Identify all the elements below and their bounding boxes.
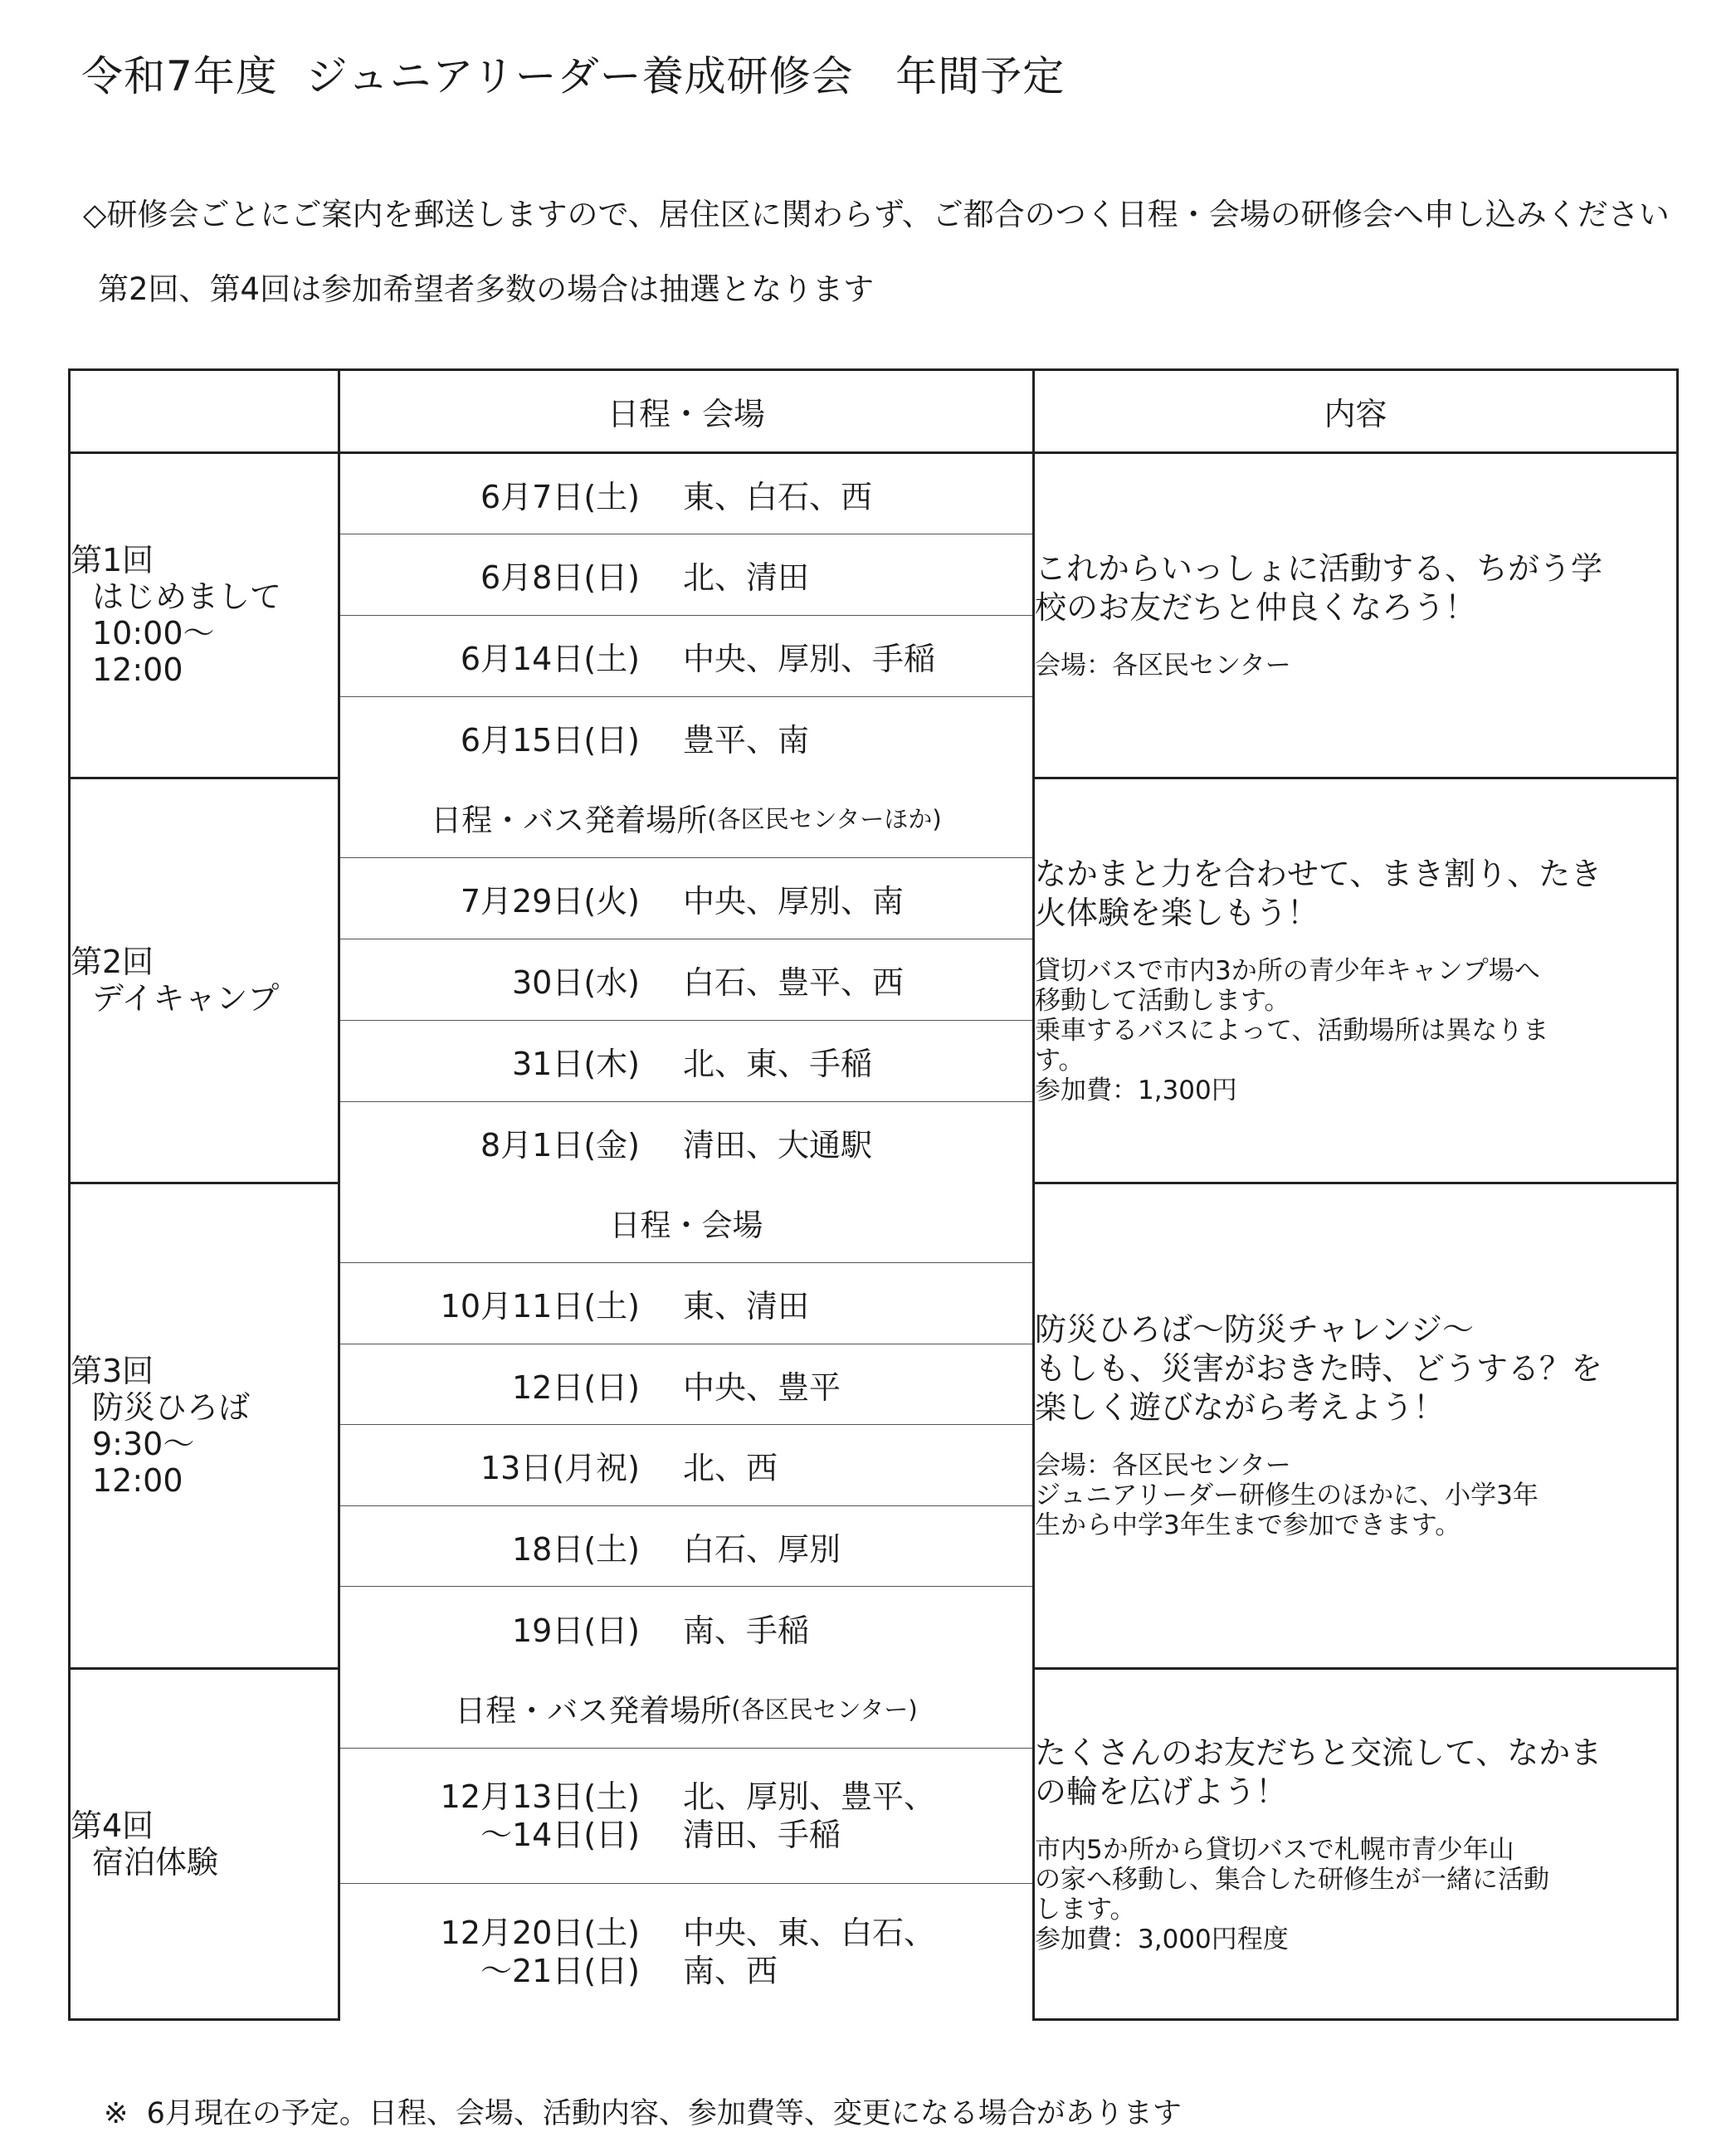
venue: 北、西 bbox=[683, 1450, 778, 1486]
desc-line: 防災ひろば〜防災チャレンジ〜 bbox=[1035, 1311, 1474, 1348]
date-row bbox=[340, 1425, 1032, 1506]
venue: 中央、厚別、手稲 bbox=[683, 641, 936, 677]
date-row bbox=[340, 1587, 1032, 1668]
session-1-content bbox=[1034, 453, 1678, 778]
venue: 白石、豊平、西 bbox=[683, 964, 905, 1001]
date-row bbox=[340, 534, 1032, 616]
date-row bbox=[340, 939, 1032, 1021]
session-2-row bbox=[70, 778, 1678, 1183]
desc-line: 校のお友だちと仲良くなろう！ bbox=[1035, 589, 1477, 627]
detail-line: 会場：各区民センター bbox=[1035, 1451, 1291, 1481]
date-row bbox=[340, 1344, 1032, 1425]
venue: 中央、厚別、南 bbox=[683, 883, 905, 920]
date: 7月29日(火) bbox=[460, 883, 640, 920]
intro-note: ◇研修会ごとにご案内を郵送しますので、居住区に関わらず、ご都合のつく日程・会場の研修会へ申し込みください bbox=[83, 197, 1670, 232]
date-start: 12月20日(土) bbox=[440, 1914, 640, 1951]
subheader-text: 日程・バス発着場所 bbox=[455, 1693, 732, 1729]
date-row bbox=[340, 616, 1032, 697]
detail-line: の家へ移動し、集合した研修生が一緒に活動 bbox=[1035, 1864, 1549, 1895]
session-3-label bbox=[70, 1183, 339, 1668]
session-4-details bbox=[1035, 1835, 1676, 1954]
date-row bbox=[340, 454, 1032, 534]
header-content: 内容 bbox=[1034, 370, 1678, 453]
session-4-description bbox=[1035, 1734, 1676, 1812]
desc-line: もしも、災害がおきた時、どうする？を bbox=[1035, 1350, 1603, 1387]
session-4-subheader bbox=[340, 1668, 1032, 1749]
venue-line: 中央、東、白石、 bbox=[683, 1914, 936, 1951]
session-2-dates bbox=[339, 778, 1034, 1183]
subheader-text: 日程・会場 bbox=[609, 1207, 763, 1243]
venue bbox=[683, 1778, 1032, 1854]
desc-line: 楽しく遊びながら考えよう！ bbox=[1035, 1389, 1446, 1426]
date: 18日(土) bbox=[511, 1530, 640, 1568]
detail-line: す。 bbox=[1035, 1046, 1085, 1076]
session-4-label bbox=[70, 1668, 339, 2019]
lottery-note: 第2回、第4回は参加希望者多数の場合は抽選となります bbox=[98, 271, 875, 307]
desc-line: の輪を広げよう！ bbox=[1035, 1773, 1288, 1810]
date: 10月11日(土) bbox=[440, 1288, 640, 1325]
detail-line: 乗車するバスによって、活動場所は異なりま bbox=[1035, 1016, 1549, 1046]
session-1-name: 第1回 bbox=[71, 542, 154, 579]
detail-line: 参加費：1,300円 bbox=[1035, 1076, 1237, 1105]
venue bbox=[683, 1914, 1032, 1990]
header-dates: 日程・会場 bbox=[339, 370, 1034, 453]
session-4-dates bbox=[339, 1668, 1034, 2019]
detail-line: 移動して活動します。 bbox=[1035, 986, 1290, 1016]
venue: 白石、厚別 bbox=[683, 1530, 841, 1568]
session-3-details bbox=[1035, 1451, 1676, 1540]
session-1-time-end: 12:00 bbox=[92, 651, 183, 689]
session-2-content bbox=[1034, 778, 1678, 1183]
date: 6月8日(日) bbox=[480, 559, 640, 596]
session-3-title: 防災ひろば bbox=[92, 1388, 251, 1426]
venue: 北、東、手稲 bbox=[683, 1046, 873, 1082]
date-row bbox=[340, 697, 1032, 778]
session-1-time-start: 10:00〜 bbox=[92, 615, 215, 652]
session-4-content bbox=[1034, 1668, 1678, 2019]
session-3-row bbox=[70, 1183, 1678, 1668]
desc-line: これからいっしょに活動する、ちがう学 bbox=[1035, 550, 1603, 588]
subheader-note: (各区民センターほか) bbox=[707, 804, 942, 833]
session-4-name: 第4回 bbox=[71, 1807, 154, 1844]
date-row bbox=[340, 1263, 1032, 1344]
session-3-time-start: 9:30〜 bbox=[92, 1425, 195, 1462]
footer-note: ※ 6月現在の予定。日程、会場、活動内容、参加費等、変更になる場合があります bbox=[104, 2097, 1182, 2130]
date-row bbox=[340, 1884, 1032, 2019]
session-2-name: 第2回 bbox=[71, 944, 154, 980]
desc-line: 火体験を楽しもう！ bbox=[1035, 895, 1319, 931]
date-start: 12月13日(土) bbox=[440, 1778, 640, 1815]
session-3-dates bbox=[339, 1183, 1034, 1668]
detail-line: 生から中学3年生まで参加できます。 bbox=[1035, 1510, 1461, 1540]
date-row bbox=[340, 1749, 1032, 1884]
session-1-dates bbox=[339, 453, 1034, 778]
schedule-table bbox=[68, 368, 1679, 2021]
date: 6月7日(土) bbox=[480, 478, 640, 515]
date-row bbox=[340, 1102, 1032, 1183]
venue: 中央、豊平 bbox=[683, 1368, 841, 1406]
page-title: 令和7年度 ジュニアリーダー養成研修会 年間予定 bbox=[81, 52, 1065, 100]
session-1-details bbox=[1035, 651, 1676, 681]
session-2-label bbox=[70, 778, 339, 1183]
date: 31日(木) bbox=[511, 1046, 640, 1082]
session-3-name: 第3回 bbox=[71, 1352, 154, 1389]
detail-line: します。 bbox=[1035, 1894, 1136, 1925]
venue: 東、白石、西 bbox=[683, 478, 873, 515]
table-header-row bbox=[70, 370, 1678, 453]
date-end: 〜14日(日) bbox=[480, 1817, 640, 1853]
venue: 清田、大通駅 bbox=[683, 1127, 873, 1164]
session-1-row bbox=[70, 453, 1678, 778]
venue-line: 南、西 bbox=[683, 1952, 778, 1989]
detail-line: 市内5か所から貸切バスで札幌市青少年山 bbox=[1035, 1834, 1514, 1865]
date: 30日(水) bbox=[511, 964, 640, 1001]
venue: 東、清田 bbox=[683, 1288, 810, 1325]
session-3-description bbox=[1035, 1310, 1676, 1427]
date-row bbox=[340, 1506, 1032, 1587]
session-3-content bbox=[1034, 1183, 1678, 1668]
date: 13日(月祝) bbox=[480, 1450, 640, 1486]
date: 6月15日(日) bbox=[460, 722, 640, 759]
date bbox=[340, 1914, 683, 1990]
date: 6月14日(土) bbox=[460, 641, 640, 677]
venue-line: 北、厚別、豊平、 bbox=[683, 1778, 936, 1815]
venue-line: 清田、手稲 bbox=[683, 1817, 841, 1853]
session-2-subheader bbox=[340, 778, 1032, 858]
session-2-title: デイキャンプ bbox=[92, 980, 280, 1017]
date-row bbox=[340, 1021, 1032, 1102]
date-end: 〜21日(日) bbox=[480, 1952, 640, 1989]
detail-line: ジュニアリーダー研修生のほかに、小学3年 bbox=[1035, 1481, 1539, 1510]
subheader-note: (各区民センター) bbox=[731, 1695, 918, 1724]
header-blank bbox=[70, 370, 339, 453]
subheader-text: 日程・バス発着場所 bbox=[431, 803, 708, 838]
detail-line: 参加費：3,000円程度 bbox=[1035, 1924, 1289, 1954]
detail-line: 貸切バスで市内3か所の青少年キャンプ場へ bbox=[1035, 956, 1540, 986]
session-2-description bbox=[1035, 855, 1676, 933]
session-1-description bbox=[1035, 549, 1676, 627]
venue: 南、手稲 bbox=[683, 1612, 810, 1649]
session-3-subheader bbox=[340, 1183, 1032, 1263]
venue: 北、清田 bbox=[683, 559, 810, 596]
session-4-title: 宿泊体験 bbox=[92, 1843, 219, 1881]
session-1-title: はじめまして bbox=[92, 578, 282, 616]
date bbox=[340, 1778, 683, 1854]
session-3-time-end: 12:00 bbox=[92, 1461, 183, 1499]
date: 8月1日(金) bbox=[480, 1127, 640, 1164]
desc-line: たくさんのお友だちと交流して、なかま bbox=[1035, 1734, 1602, 1771]
session-2-details bbox=[1035, 956, 1676, 1105]
session-1-label bbox=[70, 453, 339, 778]
date-row bbox=[340, 858, 1032, 939]
venue: 豊平、南 bbox=[683, 722, 810, 759]
date: 19日(日) bbox=[511, 1612, 640, 1649]
desc-line: なかまと力を合わせて、まき割り、たき bbox=[1035, 856, 1602, 892]
session-4-row bbox=[70, 1668, 1678, 2019]
date: 12日(日) bbox=[511, 1368, 640, 1406]
detail-line: 会場：各区民センター bbox=[1035, 651, 1291, 681]
